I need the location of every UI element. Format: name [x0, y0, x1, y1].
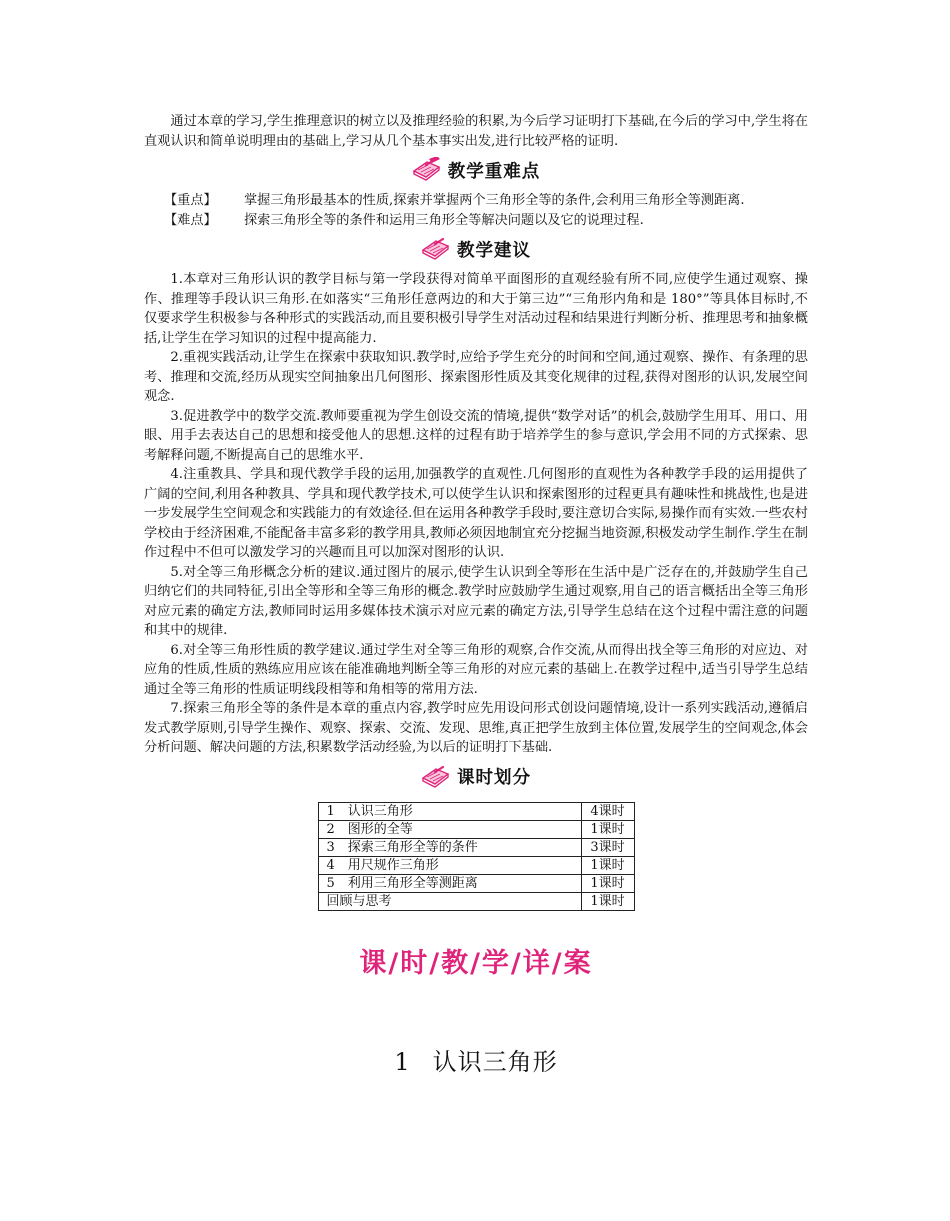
table-row — [318, 802, 634, 820]
lesson-plan-banner: 课/时/教/学/详/案 — [359, 947, 593, 979]
chapter-heading — [144, 1042, 808, 1077]
table-row — [318, 856, 634, 874]
chapter-number: 1 — [394, 1047, 411, 1076]
table-row — [318, 874, 634, 892]
intro-paragraph: 通过本章的学习,学生推理意识的树立以及推理经验的积累,为今后学习证明打下基础,在今后的学习中,学生将在直观认识和简单说明理由的基础上,学习从几个基本事实出发,进行比较严格的证明. — [144, 114, 808, 149]
suggestion-paragraph: 4.注重教具、学具和现代教学手段的运用,加强教学的直观性.几何图形的直观性为各种教学手段的运用提供了广阔的空间,利用各种教具、学具和现代教学技术,可以使学生认识和探索图形的过程更具有趣味性和挑战性,也是进一步发展学生空间观念和实践能力的有效途径.但在运用各种教学手段时,要注意切合实际,易操作而有实效.一些农村学校由于经济困难,不能配备丰富多彩的教学用具,教师必须因地制宜充分挖掘当地资源,积极发动学生制作.学生在制作过程中不但可以激发学习的兴趣而且可以加深对图形的认识. — [144, 467, 808, 560]
section-title: 教学重难点 — [447, 161, 541, 182]
table-row — [318, 892, 634, 910]
suggestions-list — [144, 270, 808, 758]
key-point-text: 掌握三角形最基本的性质,探索并掌握两个三角形全等的条件,会利用三角形全等测距离. — [244, 193, 745, 208]
lesson-hours: 4课时 — [581, 802, 634, 820]
lesson-hours: 1课时 — [581, 892, 634, 910]
lesson-name: 4 用尺规作三角形 — [318, 856, 581, 874]
book-pencil-icon — [421, 764, 451, 790]
lesson-hours: 1课时 — [581, 820, 634, 838]
suggestion-paragraph: 6.对全等三角形性质的教学建议.通过学生对全等三角形的观察,合作交流,从而得出找全等三角形的对应边、对应角的性质,性质的熟练应用应该在能准确地判断全等三角形的对应元素的基础上.在教学过程中,适当引导学生总结通过全等三角形的性质证明线段相等和角相等的常用方法. — [144, 642, 808, 697]
lesson-name: 5 利用三角形全等测距离 — [318, 874, 581, 892]
book-pencil-icon — [412, 157, 442, 183]
suggestion-paragraph: 5.对全等三角形概念分析的建议.通过图片的展示,使学生认识到全等形在生活中是广泛存在的,并鼓励学生自己归纳它们的共同特征,引出全等形和全等三角形的概念.教学时应鼓励学生通过观察,用自己的语言概括出全等三角形对应元素的确定方法,教师同时运用多媒体技术演示对应元素的确定方法,引导学生总结在这个过程中需注意的问题和其中的规律. — [144, 564, 808, 638]
suggestion-paragraph: 7.探索三角形全等的条件是本章的重点内容,教学时应先用设问形式创设问题情境,设计一系列实践活动,遵循启发式教学原则,引导学生操作、观察、探索、交流、发现、思维,真正把学生放到主体位置,发展学生的空间观念,体会分析问题、解决问题的方法,积累数学活动经验,为以后的证明打下基础. — [144, 701, 808, 755]
table-row — [318, 820, 634, 838]
suggestion-paragraph: 1.本章对三角形认识的教学目标与第一学段获得对简单平面图形的直观经验有所不同,应使学生通过观察、操作、推理等手段认识三角形.在如落实“三角形任意两边的和大于第三边”“三角形内角和是 180°”等具体目标时,不仅要求学生积极参与各种形式的实践活动,而且要积极引导学生对活动过程和结果进行判断分析、推理思考和抽象概括,让学生在学习知识的过程中提高能力. — [144, 272, 808, 346]
section-header-suggestions — [144, 234, 808, 264]
lesson-name: 1 认识三角形 — [318, 802, 581, 820]
lesson-name: 3 探索三角形全等的条件 — [318, 838, 581, 856]
document-page — [144, 112, 808, 1077]
book-pencil-icon — [421, 236, 451, 262]
list-item — [144, 191, 808, 211]
section-title: 教学建议 — [457, 240, 531, 261]
section-header-schedule — [144, 762, 808, 792]
suggestion-paragraph: 3.促进教学中的数学交流.教师要重视为学生创设交流的情境,提供“数学对话”的机会,鼓励学生用耳、用口、用眼、用手去表达自己的思想和接受他人的思想.这样的过程有助于培养学生的参与意识,学会用不同的方式探索、思考解释问题,不断提高自己的思维水平. — [144, 408, 808, 463]
suggestion-paragraph: 2.重视实践活动,让学生在探索中获取知识.教学时,应给予学生充分的时间和空间,通过观察、操作、有条理的思考、推理和交流,经历从现实空间抽象出几何图形、探索图形性质及其变化规律的过程,获得对图形的认识,发展空间观念. — [144, 350, 808, 404]
section-header-key-points — [144, 155, 808, 185]
difficult-point-text: 探索三角形全等的条件和运用三角形全等解决问题以及它的说理过程. — [244, 212, 644, 228]
key-points-list — [144, 191, 808, 230]
lesson-hours: 1课时 — [581, 874, 634, 892]
table-row — [318, 838, 634, 856]
chapter-title: 认识三角形 — [432, 1047, 558, 1076]
lesson-name: 2 图形的全等 — [318, 820, 581, 838]
difficult-point-tag: 【难点】 — [164, 212, 217, 228]
list-item — [144, 211, 808, 231]
lesson-name: 回顾与思考 — [318, 892, 581, 910]
key-point-tag: 【重点】 — [164, 193, 217, 208]
lesson-hours: 3课时 — [581, 838, 634, 856]
section-title: 课时划分 — [457, 768, 531, 788]
lesson-hours: 1课时 — [581, 856, 634, 874]
lesson-schedule-table — [318, 802, 635, 911]
